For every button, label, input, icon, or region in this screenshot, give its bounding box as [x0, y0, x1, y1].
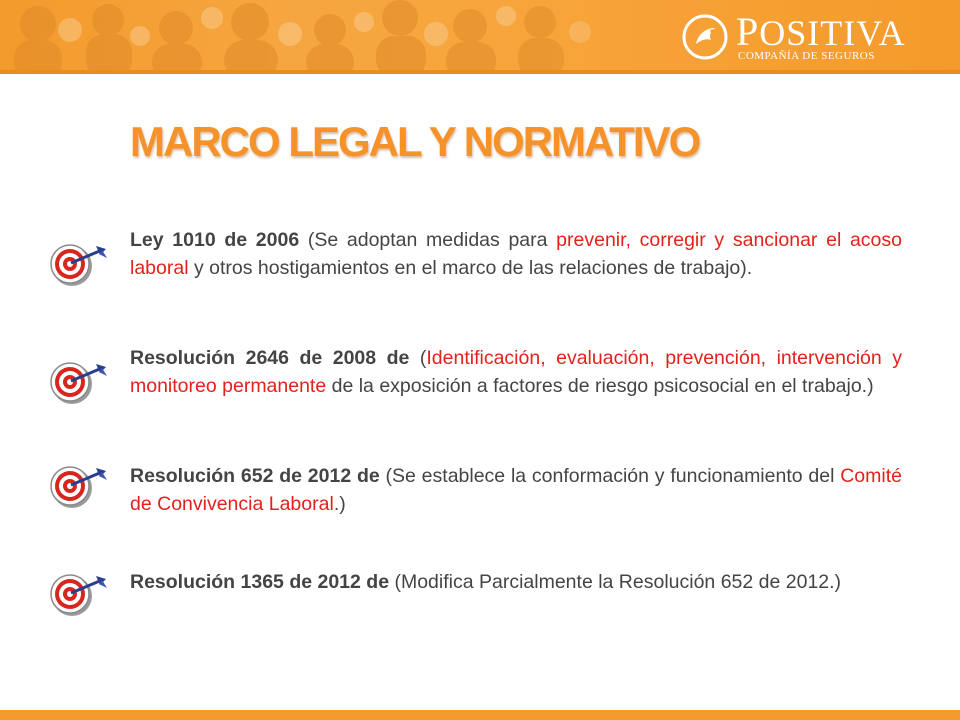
banner-fade — [540, 0, 700, 74]
item-text-post: de la exposición a factores de riesgo psicosocial en el trabajo.) — [326, 375, 874, 397]
item-text — [130, 568, 902, 596]
item-highlight: prevenir, corregir y sancionar el acoso laboral — [130, 229, 902, 279]
item-bold: Ley 1010 de 2006 — [130, 229, 300, 251]
item-text — [130, 462, 902, 518]
positiva-logo — [682, 10, 912, 64]
item-text — [130, 226, 902, 282]
target-dart-icon — [46, 356, 112, 408]
item-bold: Resolución 2646 de 2008 de — [130, 347, 410, 369]
item-highlight: Identificación, evaluación, prevención, intervención y monitoreo permanente — [130, 347, 902, 397]
positiva-bird-logo-icon — [682, 14, 728, 60]
item-text-pre: (Modifica Parcialmente la Resolución 652 de 2012.) — [389, 571, 842, 593]
item-text-pre: (Se adoptan medidas para — [299, 229, 557, 251]
logo-tagline: COMPAÑÍA DE SEGUROS — [738, 50, 875, 62]
banner-edge — [0, 70, 960, 74]
item-text — [130, 344, 902, 400]
item-text-post: y otros hostigamientos en el marco de las relaciones de trabajo). — [188, 257, 753, 279]
item-text-pre: (Se establece la conformación y funcionamiento del — [379, 465, 841, 487]
item-bold: Resolución 1365 de 2012 de — [130, 571, 390, 593]
logo-wordmark-cap: P — [736, 9, 760, 54]
slide-title: MARCO LEGAL Y NORMATIVO — [130, 118, 700, 165]
item-text-pre: ( — [409, 347, 427, 369]
target-dart-icon — [46, 568, 112, 620]
item-bold: Resolución 652 de 2012 de — [130, 465, 380, 487]
target-dart-icon — [46, 460, 112, 512]
footer-bar — [0, 710, 960, 720]
header-banner — [0, 0, 960, 74]
item-highlight: Comité de Convivencia Laboral — [130, 465, 902, 515]
logo-wordmark-rest: OSITIVA — [759, 13, 906, 53]
logo-wordmark — [736, 9, 906, 54]
target-dart-icon — [46, 238, 112, 290]
item-text-post: .) — [333, 493, 346, 515]
